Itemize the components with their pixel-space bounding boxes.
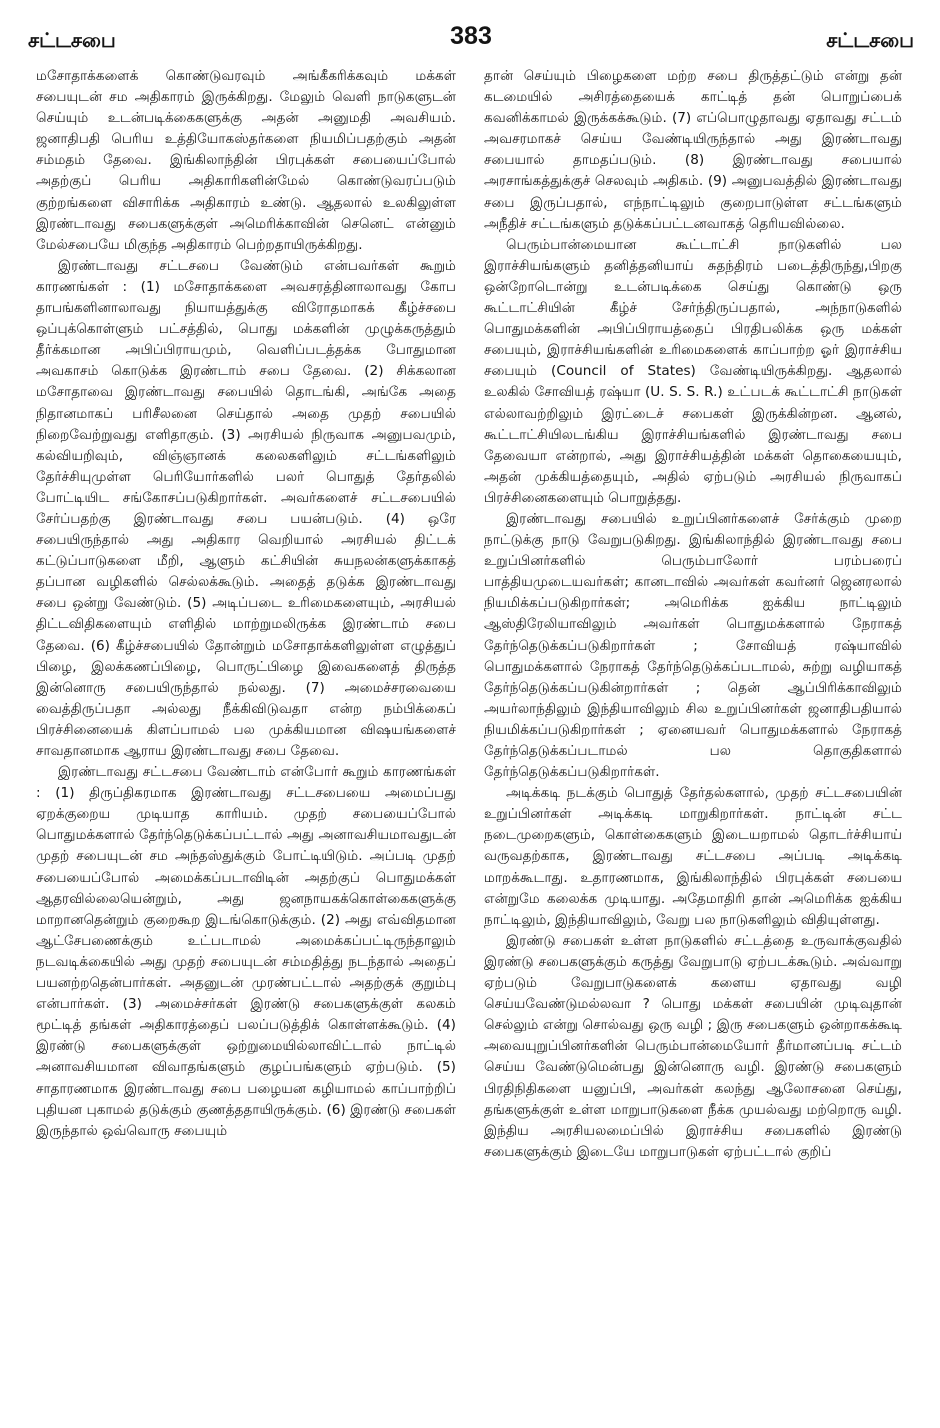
left-column xyxy=(36,66,456,1416)
paragraph: தான் செய்யும் பிழைகளை மற்ற சபை திருத்தட்டும் என்று தன் கடமையில் அசிரத்தையைக் காட்டித் தன் பொறுப்பைக் கவனிக்காமல் இருக்கக்கூடும். (7) எப்பொழுதாவது ஏதாவது சட்டம் அவசரமாகச் செய்ய வேண்டியிருந்தால் அது இரண்டாவது சபையால் தாமதப்படும். (8) இரண்டாவது சபையால் அரசாங்கத்துக்குச் செலவும் அதிகம். (9) அனுபவத்தில் இரண்டாவது சபை இருப்பதால், எந்நாட்டிலும் குறைபாடுள்ள சட்டங்களும் அநீதிச் சட்டங்களும் தடுக்கப்பட்டனவாகத் தெரியவில்லை. xyxy=(484,68,902,232)
paragraph: இரண்டாவது சட்டசபை வேண்டும் என்பவர்கள் கூறும் காரணங்கள் : (1) மசோதாக்களை அவசரத்தினாலாவது கோப தாபங்களினாலாவது நியாயத்துக்கு விரோதமாகக் கீழ்ச்சபை ஒப்புக்கொள்ளும் பட்சத்தில், பொது மக்களின் முழுக்கருத்தும் தீர்க்கமான அபிப்பிராயமும், வெளிப்படத்தக்க போதுமான அவகாசம் கொடுக்க இரண்டாம் சபை தேவை. (2) சிக்கலான மசோதாவை இரண்டாவது சபையில் தொடங்கி, அங்கே அதை நிதானமாகப் பரிசீலனை செய்தால் அதை முதற் சபையில் நிறைவேற்றுவது எளிதாகும். (3) அரசியல் நிருவாக அனுபவமும், கல்வியறிவும், விஞ்ஞானக் கலைகளிலும் சட்டங்களிலும் தேர்ச்சியுமுள்ள பெரியோர்களில் பலர் பொதுத் தேர்தலில் போட்டியிட சங்கோசப்படுகிறார்கள். அவர்களைச் சட்டசபையில் சேர்ப்பதற்கு இரண்டாவது சபை பயன்படும். (4) ஒரே சபையிருந்தால் அது அதிகார வெறியால் அரசியல் திட்டக் கட்டுப்பாடுகளை மீறி, ஆளும் கட்சியின் சுயநலன்களுக்காகத் தப்பான வழிகளில் செல்லக்கூடும். அதைத் தடுக்க இரண்டாவது சபை ஒன்று வேண்டும். (5) அடிப்படை உரிமைகளையும், அரசியல் திட்டவிதிகளையும் எளிதில் மாற்றுமலிருக்க இரண்டாம் சபை தேவை. (6) கீழ்ச்சபையில் தோன்றும் மசோதாக்களிலுள்ள எழுத்துப் பிழை, இலக்கணப்பிழை, பொருட்பிழை இவைகளைத் திருத்த இன்னொரு சபையிருந்தால் நல்லது. (7) அமைச்சரவையை வைத்திருப்பதா அல்லது நீக்கிவிடுவதா என்ற நம்பிக்கைப் பிரச்சினையைக் கிளப்பாமல் பல முக்கியமான விஷயங்களைச் சாவதானமாக ஆராய இரண்டாவது சபை தேவை. xyxy=(36,257,456,759)
paragraph: மசோதாக்களைக் கொண்டுவரவும் அங்கீகரிக்கவும் மக்கள் சபையுடன் சம அதிகாரம் இருக்கிறது. மேலும் வெளி நாடுகளுடன் செய்யும் உடன்படிக்கைகளுக்கு அதன் அனுமதி அவசியம். ஜனாதிபதி பெரிய உத்தியோகஸ்தர்களை நியமிப்பதற்கும் அதன் சம்மதம் தேவை. இங்கிலாந்தின் பிரபுக்கள் சபையைப்போல் அதற்குப் பெரிய அதிகாரிகளின்மேல் கொண்டுவரப்படும் குற்றங்களை விசாரிக்க அதிகாரம் உண்டு. ஆதலால் உலகிலுள்ள இரண்டாவது சபைகளுக்குள் அமெரிக்காவின் செனெட் என்னும் மேல்சபையே மிகுந்த அதிகாரம் பெற்றதாயிருக்கிறது. xyxy=(36,68,456,253)
page-number: 383 xyxy=(450,22,492,50)
running-title-left: சட்டசபை xyxy=(28,28,116,52)
paragraph: இரண்டாவது சபையில் உறுப்பினர்களைச் சேர்க்கும் முறை நாட்டுக்கு நாடு வேறுபடுகிறது. இங்கிலாந்தில் இரண்டாவது சபை உறுப்பினர்களில் பெரும்பாலோர் பரம்பரைப் பாத்தியமுடையவர்கள்; கானடாவில் அவர்கள் கவர்னர் ஜெனரலால் நியமிக்கப்படுகிறார்கள்; அமெரிக்க ஐக்கிய நாட்டிலும் ஆஸ்திரேலியாவிலும் அவர்கள் பொதுமக்களால் நேராகத் தேர்ந்தெடுக்கப்படுகிறார்கள் ; சோவியத் ரஷ்யாவில் பொதுமக்களால் நேராகத் தேர்ந்தெடுக்கப்படாமல், சுற்று வழியாகத் தேர்ந்தெடுக்கப்படுகின்றார்கள் ; தென் ஆப்பிரிக்காவிலும் அயர்லாந்திலும் இந்தியாவிலும் சில உறுப்பினர்கள் ஜனாதிபதியால் நியமிக்கப்படுகிறார்கள் ; ஏனையவர் பொதுமக்களால் நேராகத் தேர்ந்தெடுக்கப்படாமல் பல தொகுதிகளால் தேர்ந்தெடுக்கப்படுகிறார்கள். xyxy=(484,510,902,781)
right-column xyxy=(484,66,902,1416)
paragraph: அடிக்கடி நடக்கும் பொதுத் தேர்தல்களால், முதற் சட்டசபையின் உறுப்பினர்கள் அடிக்கடி மாறுகிறார்கள். நாட்டின் சட்ட நடைமுறைகளும், கொள்கைகளும் இடையறாமல் தொடர்ச்சியாய் வருவதற்காக, இரண்டாவது சட்டசபை அப்படி அடிக்கடி மாறக்கூடாது. உதாரணமாக, இங்கிலாந்தில் பிரபுக்கள் சபையை என்றுமே கலைக்க முடியாது. அதேமாதிரி தான் அமெரிக்க ஐக்கிய நாட்டிலும், இந்தியாவிலும், வேறு பல நாடுகளிலும் விதியுள்ளது. xyxy=(484,785,902,928)
paragraph: பெரும்பான்மையான கூட்டாட்சி நாடுகளில் பல இராச்சியங்களும் தனித்தனியாய் சுதந்திரம் படைத்திருந்து,பிறகு ஒன்றோடொன்று உடன்படிக்கை செய்து கொண்டு ஒரு கூட்டாட்சியின் கீழ்ச் சேர்ந்திருப்பதால், அந்நாடுகளில் பொதுமக்களின் அபிப்பிராயத்தைப் பிரதிபலிக்க ஒரு மக்கள் சபையும், இராச்சியங்களின் உரிமைகளைக் காப்பாற்ற ஓர் இராச்சிய சபையும் (Council of States) வேண்டியிருக்கிறது. ஆதலால் உலகில் சோவியத் ரஷ்யா (U. S. S. R.) உட்படக் கூட்டாட்சி நாடுகள் எல்லாவற்றிலும் இரட்டைச் சபைகள் இருக்கின்றன. ஆனல், கூட்டாட்சியிலடங்கிய இராச்சியங்களில் இரண்டாவது சபை தேவையா என்றால், அது இராச்சியத்தின் மக்கள் தொகையையும், அதன் முக்கியத்தையும், அதில் ஏற்படும் அரசியல் நிருவாகப் பிரச்சினைகளையும் பொறுத்தது. xyxy=(484,236,902,506)
paragraph: இரண்டாவது சட்டசபை வேண்டாம் என்போர் கூறும் காரணங்கள் : (1) திருப்திகரமாக இரண்டாவது சட்டசபையை அமைப்பது ஏறக்குறைய முடியாத காரியம். முதற் சபையைப்போல் பொதுமக்களால் தேர்ந்தெடுக்கப்பட்டால் அது அனாவசியமாவதுடன் முதற் சபையுடன் சம அந்தஸ்துக்கும் போட்டியிடும். அப்படி முதற் சபையைப்போல் அமைக்கப்படாவிடின் அதற்குப் பொதுமக்கள் ஆதரவில்லையென்றும், அது ஜனநாயகக்கொள்கைகளுக்கு மாறானதென்றும் குறைகூற இடங்கொடுக்கும். (2) அது எவ்விதமான ஆட்சேபணைக்கும் உட்படாமல் அமைக்கப்பட்டிருந்தாலும் நடவடிக்கையில் அது முதற் சபையுடன் சம்மதித்து நடந்தால் அதைப் பயனற்றதென்பார்கள். அதனுடன் முரண்பட்டால் அதற்குக் குறும்பு என்பார்கள். (3) அமைச்சர்கள் இரண்டு சபைகளுக்குள் கலகம் மூட்டித் தங்கள் அதிகாரத்தைப் பலப்படுத்திக் கொள்ளக்கூடும். (4) இரண்டு சபைகளுக்குள் ஒற்றுமையில்லாவிட்டால் நாட்டில் அனாவசியமான விவாதங்களும் குழப்பங்களும் ஏற்படும். (5) சாதாரணமாக இரண்டாவது சபை பழையன கழியாமல் காப்பாற்றிப் புதியன புகாமல் தடுக்கும் குணத்ததாயிருக்கும். (6) இரண்டு சபைகள் இருந்தால் ஒவ்வொரு சபையும் xyxy=(36,764,456,1139)
page-header xyxy=(28,22,914,62)
paragraph: இரண்டு சபைகள் உள்ள நாடுகளில் சட்டத்தை உருவாக்குவதில் இரண்டு சபைகளுக்கும் கருத்து வேறுபாடு ஏற்படக்கூடும். அவ்வாறு ஏற்படும் வேறுபாடுகளைக் களைய ஏதாவது வழி செய்யவேண்டுமல்லவா ? பொது மக்கள் சபையின் முடிவுதான் செல்லும் என்று சொல்வது ஒரு வழி ; இரு சபைகளும் ஒன்றாகக்கூடி அவையுறுப்பினர்களின் பெரும்பான்மையோர் தீர்மானப்படி சட்டம் செய்ய வேண்டுமென்பது இன்னொரு வழி. இரண்டு சபைகளும் பிரதிநிதிகளை யனுப்பி, அவர்கள் கலந்து ஆலோசனை செய்து, தங்களுக்குள் உள்ள மாறுபாடுகளை நீக்க முயல்வது மற்றொரு வழி. இந்திய அரசியலமைப்பில் இராச்சிய சபைகளில் இரண்டு சபைகளுக்கும் இடையே மாறுபாடுகள் ஏற்பட்டால் குறிப் xyxy=(484,932,902,1160)
running-title-right: சட்டசபை xyxy=(826,28,914,52)
